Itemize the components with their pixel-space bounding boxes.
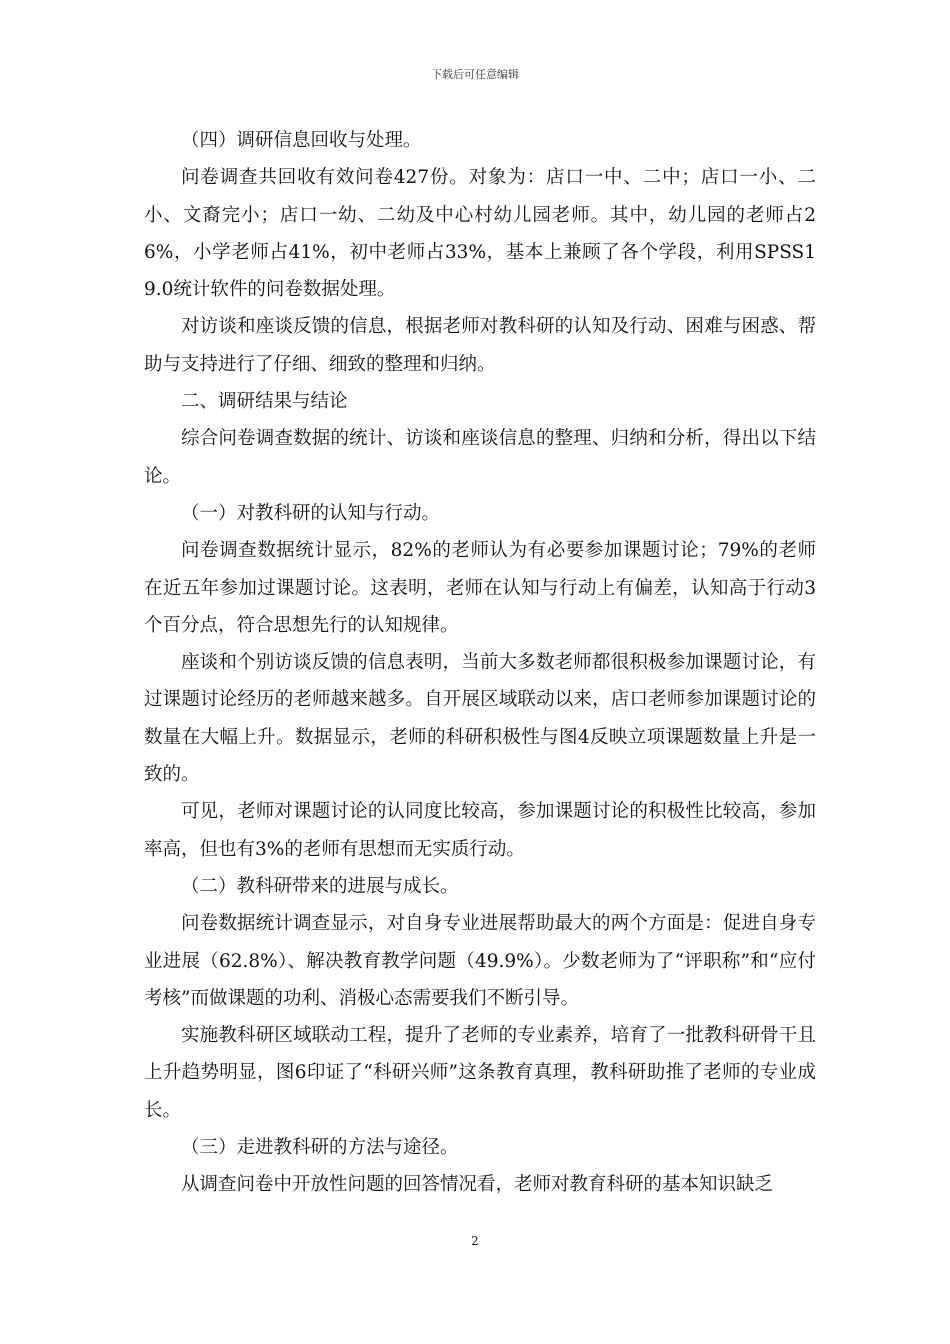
section-heading: （四）调研信息回收与处理。 [181,130,422,151]
body-paragraph: 实施教科研区域联动工程，提升了老师的专业素养，培育了一批教科研骨干且上升趋势明显，图6印证了“科研兴师”这条教育真理，教科研助推了老师的专业成长。 [144,1025,816,1121]
section-heading: （一）对教科研的认知与行动。 [181,502,441,524]
section-heading: （三）走进教科研的方法与途径。 [181,1137,459,1159]
body-paragraph: 问卷调查共回收有效问卷427份。对象为：店口一中、二中；店口一小、二小、文裔完小；店口一幼、二幼及中心村幼儿园老师。其中，幼儿园的老师占26%，小学老师占41%，初中老师占33%，基本上兼顾了各个学段，利用SPSS19.0统计软件的问卷数据处理。 [144,167,816,301]
body-paragraph: 座谈和个别访谈反馈的信息表明，当前大多数老师都很积极参加课题讨论，有过课题讨论经历的老师越来越多。自开展区域联动以来，店口老师参加课题讨论的数量在大幅上升。数据显示，老师的科研积极性与图4反映立项课题数量上升是一致的。 [144,652,816,786]
section-heading: 二、调研结果与结论 [181,391,348,413]
section-heading: （二）教科研带来的进展与成长。 [181,875,459,897]
page-header: 下载后可任意编辑 [431,68,519,81]
document-body [144,122,816,1204]
body-paragraph: 对访谈和座谈反馈的信息，根据老师对教科研的认知及行动、困难与困惑、帮助与支持进行了仔细、细致的整理和归纳。 [144,316,816,375]
body-paragraph: 从调查问卷中开放性问题的回答情况看，老师对教育科研的基本知识缺乏 [181,1174,774,1196]
body-paragraph: 问卷调查数据统计显示，82%的老师认为有必要参加课题讨论；79%的老师在近五年参加过课题讨论。这表明，老师在认知与行动上有偏差，认知高于行动3个百分点，符合思想先行的认知规律。 [144,540,816,636]
body-paragraph: 可见，老师对课题讨论的认同度比较高，参加课题讨论的积极性比较高，参加率高，但也有3%的老师有思想而无实质行动。 [144,801,816,860]
body-paragraph: 综合问卷调查数据的统计、访谈和座谈信息的整理、归纳和分析，得出以下结论。 [144,428,816,487]
body-paragraph: 问卷数据统计调查显示，对自身专业进展帮助最大的两个方面是：促进自身专业进展（62.8%）、解决教育教学问题（49.9%）。少数老师为了“评职称”和“应付考核”而做课题的功利、消极心态需要我们不断引导。 [144,913,816,1009]
page-number: 2 [471,1234,479,1248]
